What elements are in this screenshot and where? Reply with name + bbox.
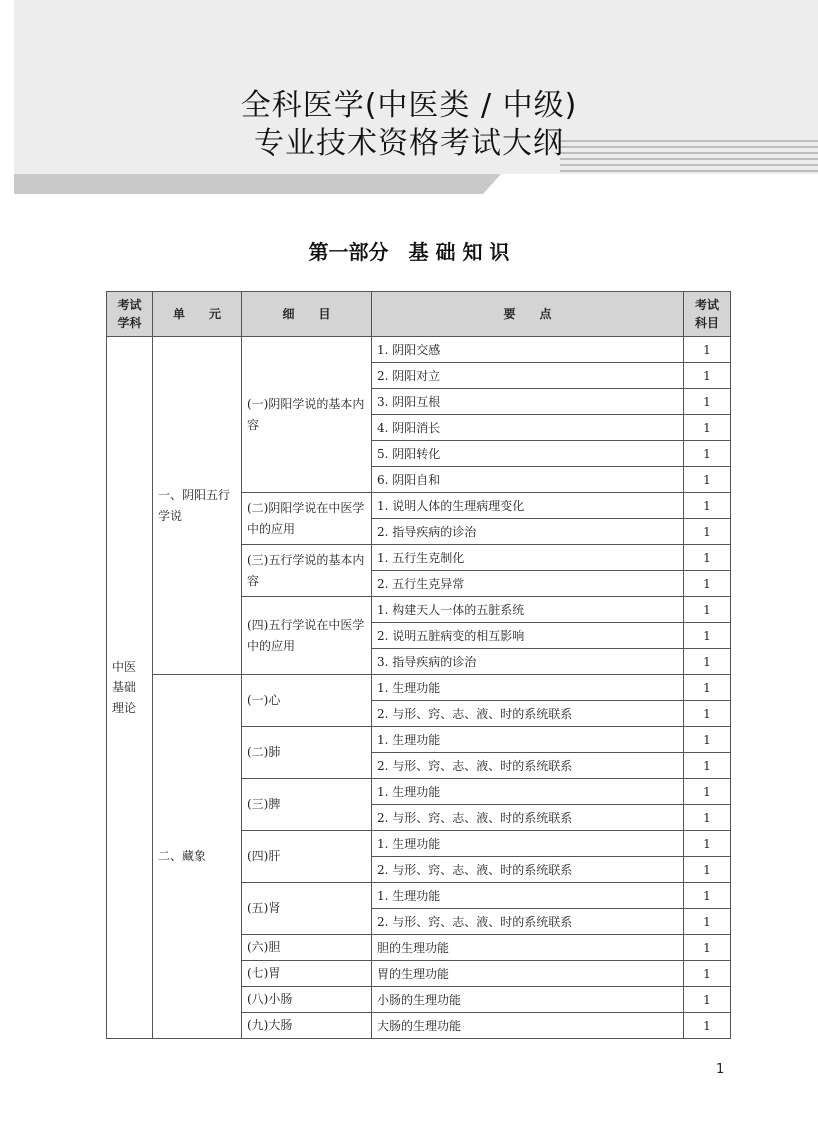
exam-subject-cell: 1: [684, 337, 731, 363]
detail-cell: (六)胆: [242, 935, 372, 961]
exam-subject-cell: 1: [684, 415, 731, 441]
detail-cell: (四)肝: [242, 831, 372, 883]
point-cell: 1. 生理功能: [372, 779, 684, 805]
exam-subject-cell: 1: [684, 545, 731, 571]
exam-subject-cell: 1: [684, 571, 731, 597]
point-cell: 胆的生理功能: [372, 935, 684, 961]
exam-subject-cell: 1: [684, 675, 731, 701]
point-cell: 1. 生理功能: [372, 883, 684, 909]
detail-cell: (七)胃: [242, 961, 372, 987]
unit-cell: 二、藏象: [153, 675, 242, 1039]
detail-cell: (九)大肠: [242, 1013, 372, 1039]
point-cell: 2. 指导疾病的诊治: [372, 519, 684, 545]
point-cell: 胃的生理功能: [372, 961, 684, 987]
point-cell: 2. 与形、窍、志、液、时的系统联系: [372, 701, 684, 727]
syllabus-table: [106, 291, 731, 1039]
exam-subject-cell: 1: [684, 727, 731, 753]
detail-cell: (八)小肠: [242, 987, 372, 1013]
point-cell: 1. 说明人体的生理病理变化: [372, 493, 684, 519]
table-body: [107, 337, 731, 1039]
detail-cell: (三)五行学说的基本内容: [242, 545, 372, 597]
exam-subject-cell: 1: [684, 805, 731, 831]
point-cell: 1. 生理功能: [372, 675, 684, 701]
table-row: [107, 337, 731, 363]
header-detail: 细 目: [242, 292, 372, 337]
point-cell: 3. 指导疾病的诊治: [372, 649, 684, 675]
detail-cell: (五)肾: [242, 883, 372, 935]
point-cell: 1. 五行生克制化: [372, 545, 684, 571]
unit-cell: 一、阴阳五行学说: [153, 337, 242, 675]
point-cell: 1. 生理功能: [372, 831, 684, 857]
point-cell: 4. 阴阳消长: [372, 415, 684, 441]
exam-subject-cell: 1: [684, 857, 731, 883]
point-cell: 1. 生理功能: [372, 727, 684, 753]
header-exam: 考试 科目: [684, 292, 731, 337]
point-cell: 1. 构建天人一体的五脏系统: [372, 597, 684, 623]
exam-subject-cell: 1: [684, 467, 731, 493]
exam-subject-cell: 1: [684, 493, 731, 519]
point-cell: 大肠的生理功能: [372, 1013, 684, 1039]
exam-subject-cell: 1: [684, 909, 731, 935]
point-cell: 5. 阴阳转化: [372, 441, 684, 467]
exam-subject-cell: 1: [684, 779, 731, 805]
point-cell: 2. 与形、窍、志、液、时的系统联系: [372, 753, 684, 779]
exam-subject-cell: 1: [684, 1013, 731, 1039]
exam-subject-cell: 1: [684, 623, 731, 649]
exam-subject-cell: 1: [684, 363, 731, 389]
point-cell: 2. 与形、窍、志、液、时的系统联系: [372, 857, 684, 883]
subject-cell: 中医 基础 理论: [107, 337, 153, 1039]
exam-subject-cell: 1: [684, 389, 731, 415]
exam-subject-cell: 1: [684, 987, 731, 1013]
detail-cell: (四)五行学说在中医学中的应用: [242, 597, 372, 675]
exam-subject-cell: 1: [684, 597, 731, 623]
point-cell: 3. 阴阳互根: [372, 389, 684, 415]
detail-cell: (二)阴阳学说在中医学中的应用: [242, 493, 372, 545]
point-cell: 2. 与形、窍、志、液、时的系统联系: [372, 805, 684, 831]
detail-cell: (一)心: [242, 675, 372, 727]
exam-subject-cell: 1: [684, 935, 731, 961]
document-title-line2: 专业技术资格考试大纲: [254, 126, 564, 161]
exam-subject-cell: 1: [684, 441, 731, 467]
point-cell: 2. 说明五脏病变的相互影响: [372, 623, 684, 649]
exam-subject-cell: 1: [684, 701, 731, 727]
exam-subject-cell: 1: [684, 519, 731, 545]
detail-cell: (二)肺: [242, 727, 372, 779]
point-cell: 2. 五行生克异常: [372, 571, 684, 597]
detail-cell: (一)阴阳学说的基本内容: [242, 337, 372, 493]
point-cell: 2. 与形、窍、志、液、时的系统联系: [372, 909, 684, 935]
section-title: 第一部分 基 础 知 识: [308, 240, 510, 264]
table-header-row: [107, 292, 731, 337]
header-points: 要 点: [372, 292, 684, 337]
header-stripe: [14, 174, 483, 194]
point-cell: 2. 阴阳对立: [372, 363, 684, 389]
document-title-line1: 全科医学(中医类 / 中级): [240, 88, 578, 123]
detail-cell: (三)脾: [242, 779, 372, 831]
point-cell: 6. 阴阳自和: [372, 467, 684, 493]
table-row: [107, 675, 731, 701]
header-subject: 考试 学科: [107, 292, 153, 337]
exam-subject-cell: 1: [684, 883, 731, 909]
exam-subject-cell: 1: [684, 649, 731, 675]
point-cell: 1. 阴阳交感: [372, 337, 684, 363]
point-cell: 小肠的生理功能: [372, 987, 684, 1013]
exam-subject-cell: 1: [684, 753, 731, 779]
exam-subject-cell: 1: [684, 961, 731, 987]
exam-subject-cell: 1: [684, 831, 731, 857]
page-number: 1: [716, 1062, 725, 1077]
header-unit: 单 元: [153, 292, 242, 337]
